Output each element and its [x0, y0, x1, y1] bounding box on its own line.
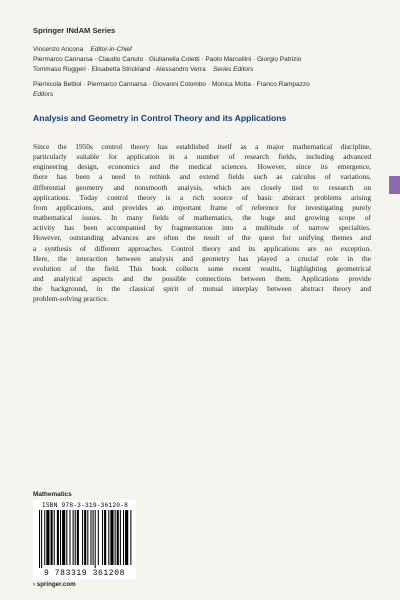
series-editors-line-1: Piermarco Cannarsa · Claudio Canuto · Giulianella Coletti · Paolo Marcellini · Giorgio Patrizio [33, 56, 302, 64]
description-line: mathematical issues. In many fields of mathematics, the huge and growing scope of [33, 213, 371, 223]
description-line: Here, the interaction between analysis and geometry has played a crucial role in the [33, 253, 371, 263]
series-editors-names: Tommaso Ruggeri · Elisabetta Strickland · Alessandro Verra [33, 66, 206, 74]
volume-editors-line: Piernicola Bettiol · Piermarco Cannarsa · Giovanni Colombo · Monica Motta · Franco Rampazzo [33, 80, 310, 88]
editor-in-chief-line [33, 45, 378, 55]
description-line: a synthesis of different approaches. Control theory and its applications are no exception. [33, 243, 371, 253]
barcode-image [33, 510, 136, 568]
description-line: the background, in the classical spirit of mutual interplay between abstract theory and [33, 284, 371, 294]
description-line: Since the 1950s control theory has established itself as a major mathematical discipline, [33, 142, 371, 151]
description-line: from applications, and provides an important frame of reference for investigating purely [33, 202, 371, 212]
description-line: and analytical aspects and the possible connections between them. Applications provide [33, 274, 371, 284]
description-line: there has been a need to rethink and extend fields such as calculus of variations, [33, 172, 371, 182]
description-line: activity has been accompanied by fragmentation into a multitude of narrow specialties. [33, 223, 371, 233]
description-line: applications. Today control theory is a rich source of basic abstract problems arising [33, 192, 371, 202]
barcode-number: 9 783319 361208 [43, 569, 125, 578]
subject-label: Mathematics [33, 491, 72, 498]
series-title: Springer INdAM Series [33, 26, 116, 35]
book-description [33, 142, 371, 305]
series-editors-role: Series Editors [212, 66, 254, 74]
color-tab [389, 176, 400, 194]
description-line: differential geometry and nonsmooth analysis, which are closely tied to research on [33, 182, 371, 192]
editor-in-chief-role: Editor-in-Chief [90, 46, 132, 53]
series-editors-line-2 [33, 65, 378, 75]
isbn-text: ISBN 978-3-319-36120-8 [41, 502, 129, 509]
description-line: problem-solving practice. [33, 294, 109, 304]
description-line: However, outstanding advances are often the result of the quest for unifying themes and [33, 233, 371, 243]
description-line: particularly suitable for application in a number of research fields, including advanced [33, 152, 371, 162]
barcode-box [33, 500, 136, 579]
editor-in-chief-name: Vincenzo Ancona [33, 46, 84, 53]
description-line: engineering design, economics and the medical sciences. However, since its emergence, [33, 162, 371, 172]
book-title: Analysis and Geometry in Control Theory and its Applications [33, 113, 287, 123]
website-link[interactable]: › springer.com [33, 581, 76, 588]
description-line: evolution of the field. This book collects some recent results, highlighting geometrical [33, 263, 371, 273]
editors-block [33, 45, 378, 100]
volume-editors-role: Editors [33, 90, 54, 98]
